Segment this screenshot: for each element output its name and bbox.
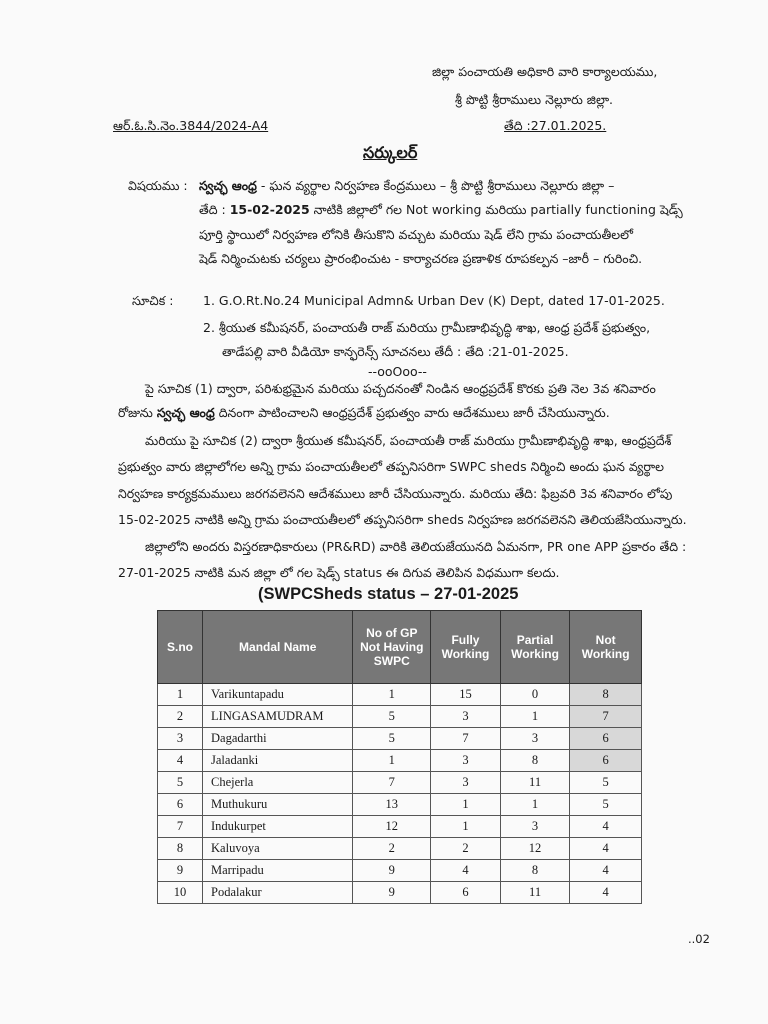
paragraph-2-line-1: మరియు పై సూచిక (2) ద్వారా శ్రీయుత కమీషనర్, పంచాయతీ రాజ్ మరియు గ్రామీణాభివృద్ధి శాఖ, ఆంధ్రప్రదేశ్ bbox=[145, 433, 672, 448]
header-not-working: Not Working bbox=[570, 611, 642, 684]
cell-fully-working: 15 bbox=[431, 684, 501, 706]
cell-partial-working: 11 bbox=[500, 772, 570, 794]
cell-not-working: 4 bbox=[570, 838, 642, 860]
cell-sno: 4 bbox=[158, 750, 203, 772]
cell-sno: 3 bbox=[158, 728, 203, 750]
cell-partial-working: 1 bbox=[500, 706, 570, 728]
cell-mandal-name: Podalakur bbox=[203, 882, 353, 904]
cell-not-working: 4 bbox=[570, 816, 642, 838]
cell-fully-working: 3 bbox=[431, 772, 501, 794]
table-row bbox=[158, 728, 642, 750]
cell-fully-working: 3 bbox=[431, 750, 501, 772]
cell-gp-not-having-swpc: 5 bbox=[353, 728, 431, 750]
table-row bbox=[158, 706, 642, 728]
cell-partial-working: 8 bbox=[500, 750, 570, 772]
cell-gp-not-having-swpc: 9 bbox=[353, 882, 431, 904]
cell-mandal-name: Jaladanki bbox=[203, 750, 353, 772]
header-partial-working: Partial Working bbox=[500, 611, 570, 684]
circular-date: తేది :27.01.2025. bbox=[504, 118, 607, 133]
subject-line-3: పూర్తి స్థాయిలో నిర్వహణ లోనికి తీసుకొని వచ్చుట మరియు షెడ్ లేని గ్రామ పంచాయతీలలో bbox=[199, 227, 633, 242]
cell-gp-not-having-swpc: 1 bbox=[353, 750, 431, 772]
cell-not-working: 4 bbox=[570, 860, 642, 882]
swachh-andhra-highlight: స్వచ్ఛ ఆంధ్ర bbox=[156, 405, 215, 420]
cell-fully-working: 4 bbox=[431, 860, 501, 882]
cell-mandal-name: Varikuntapadu bbox=[203, 684, 353, 706]
cell-gp-not-having-swpc: 1 bbox=[353, 684, 431, 706]
header-mandal-name: Mandal Name bbox=[203, 611, 353, 684]
table-caption: (SWPCSheds status – 27-01-2025 bbox=[258, 585, 519, 603]
cell-partial-working: 12 bbox=[500, 838, 570, 860]
deadline-date: 15-02-2025 bbox=[229, 202, 310, 217]
cell-mandal-name: Dagadarthi bbox=[203, 728, 353, 750]
cell-sno: 7 bbox=[158, 816, 203, 838]
cell-sno: 2 bbox=[158, 706, 203, 728]
paragraph-2-line-4: 15-02-2025 నాటికి అన్ని గ్రామ పంచాయతీలలో తప్పనిసరిగా sheds నిర్వహణ జరగవలెనని తెలియజేసియున్నారు. bbox=[118, 512, 687, 527]
cell-sno: 10 bbox=[158, 882, 203, 904]
table-row bbox=[158, 816, 642, 838]
cell-mandal-name: Muthukuru bbox=[203, 794, 353, 816]
reference-1: 1. G.O.Rt.No.24 Municipal Admn& Urban Dev (K) Dept, dated 17-01-2025. bbox=[203, 293, 665, 308]
table-row bbox=[158, 772, 642, 794]
office-address-line: జిల్లా పంచాయతి అధికారి వారి కార్యాలయము, bbox=[432, 64, 658, 79]
table-row bbox=[158, 684, 642, 706]
cell-mandal-name: LINGASAMUDRAM bbox=[203, 706, 353, 728]
cell-fully-working: 3 bbox=[431, 706, 501, 728]
cell-not-working: 8 bbox=[570, 684, 642, 706]
cell-gp-not-having-swpc: 7 bbox=[353, 772, 431, 794]
cell-fully-working: 7 bbox=[431, 728, 501, 750]
table-row bbox=[158, 882, 642, 904]
cell-sno: 6 bbox=[158, 794, 203, 816]
subject-line-1-text: - ఘన వ్యర్థాల నిర్వహణ కేంద్రములు – శ్రీ పొట్టి శ్రీరాములు నెల్లూరు జిల్లా – bbox=[256, 178, 615, 193]
cell-not-working: 5 bbox=[570, 772, 642, 794]
cell-not-working: 7 bbox=[570, 706, 642, 728]
subject-line-4: షెడ్ నిర్మించుటకు చర్యలు ప్రారంభించుట - కార్యాచరణ ప్రణాళిక రూపకల్పన –జారీ – గురించి. bbox=[199, 251, 643, 266]
circular-title: సర్కులర్ bbox=[363, 143, 418, 162]
cell-partial-working: 8 bbox=[500, 860, 570, 882]
reference-number: ఆర్.ఓ.సి.నెం.3844/2024-A4 bbox=[113, 118, 269, 133]
header-fully-working: Fully Working bbox=[431, 611, 501, 684]
reference-2-continued: తాడేపల్లి వారి వీడియో కాన్ఫరెన్స్ సూచనలు తేదీ : తేది :21-01-2025. bbox=[222, 344, 569, 359]
separator: --ooOoo-- bbox=[368, 364, 427, 379]
cell-mandal-name: Indukurpet bbox=[203, 816, 353, 838]
cell-not-working: 6 bbox=[570, 728, 642, 750]
cell-gp-not-having-swpc: 9 bbox=[353, 860, 431, 882]
subject-label: విషయము : bbox=[128, 178, 188, 193]
table-row bbox=[158, 838, 642, 860]
reference-2: 2. శ్రీయుత కమీషనర్, పంచాయతీ రాజ్ మరియు గ్రామీణాభివృద్ధి శాఖ, ఆంధ్ర ప్రదేశ్ ప్రభుత్వం, bbox=[203, 320, 651, 335]
table-header-row bbox=[158, 611, 642, 684]
subject-line-2-text: నాటికి జిల్లాలో గల Not working మరియు partially functioning షెడ్స్ bbox=[309, 202, 683, 217]
paragraph-1-text-b: దినంగా పాటించాలని ఆంధ్రప్రదేశ్ ప్రభుత్వం వారు ఆదేశములు జారీ చేసియున్నారు. bbox=[214, 405, 610, 420]
cell-fully-working: 1 bbox=[431, 794, 501, 816]
cell-mandal-name: Marripadu bbox=[203, 860, 353, 882]
table-row bbox=[158, 794, 642, 816]
paragraph-1-line-1: పై సూచిక (1) ద్వారా, పరిశుభ్రమైన మరియు పచ్చదనంతో నిండిన ఆంధ్రప్రదేశ్ కొరకు ప్రతి నెల 3వ శనివారం bbox=[145, 381, 656, 396]
cell-partial-working: 3 bbox=[500, 816, 570, 838]
cell-gp-not-having-swpc: 2 bbox=[353, 838, 431, 860]
page-number: ..02 bbox=[688, 932, 710, 946]
paragraph-3-line-1: జిల్లాలోని అందరు విస్తరణాధికారులు (PR&RD) వారికి తెలియజేయునది ఏమనగా, PR one APP ప్రకారం తేది : bbox=[145, 539, 687, 554]
subject-line-1 bbox=[199, 178, 614, 197]
paragraph-1-line-2 bbox=[118, 401, 610, 424]
subject-line-2 bbox=[199, 202, 683, 221]
references-label: సూచిక : bbox=[132, 293, 174, 308]
cell-partial-working: 11 bbox=[500, 882, 570, 904]
cell-not-working: 5 bbox=[570, 794, 642, 816]
cell-sno: 8 bbox=[158, 838, 203, 860]
subject-highlight: స్వచ్ఛ ఆంధ్ర bbox=[199, 178, 257, 193]
cell-not-working: 6 bbox=[570, 750, 642, 772]
cell-not-working: 4 bbox=[570, 882, 642, 904]
cell-gp-not-having-swpc: 5 bbox=[353, 706, 431, 728]
cell-sno: 1 bbox=[158, 684, 203, 706]
cell-gp-not-having-swpc: 13 bbox=[353, 794, 431, 816]
paragraph-2-line-3: నిర్వహణ కార్యక్రమములు జరగవలెనని ఆదేశములు జారీ చేసియున్నారు. మరియు తేది: ఫిబ్రవరి 3వ శనివారం లోపు bbox=[118, 486, 673, 501]
paragraph-2-line-2: ప్రభుత్వం వారు జిల్లాలోగల అన్ని గ్రామ పంచాయతీలలో తప్పనిసరిగా SWPC sheds నిర్మించి అందు ఘన వ్యర్థాల bbox=[118, 459, 664, 474]
cell-fully-working: 6 bbox=[431, 882, 501, 904]
cell-sno: 9 bbox=[158, 860, 203, 882]
cell-fully-working: 2 bbox=[431, 838, 501, 860]
header-sno: S.no bbox=[158, 611, 203, 684]
cell-sno: 5 bbox=[158, 772, 203, 794]
cell-partial-working: 3 bbox=[500, 728, 570, 750]
table-row bbox=[158, 860, 642, 882]
paragraph-3-line-2: 27-01-2025 నాటికి మన జిల్లా లో గల షెడ్స్ status ఈ దిగువ తెలిపిన విధముగా కలదు. bbox=[118, 565, 560, 580]
cell-mandal-name: Kaluvoya bbox=[203, 838, 353, 860]
cell-partial-working: 0 bbox=[500, 684, 570, 706]
swpc-sheds-status-table bbox=[157, 610, 642, 904]
subject-date-label: తేది : bbox=[199, 202, 230, 217]
cell-fully-working: 1 bbox=[431, 816, 501, 838]
table-row bbox=[158, 750, 642, 772]
cell-mandal-name: Chejerla bbox=[203, 772, 353, 794]
cell-partial-working: 1 bbox=[500, 794, 570, 816]
cell-gp-not-having-swpc: 12 bbox=[353, 816, 431, 838]
paragraph-1-text-a: రోజును bbox=[118, 405, 157, 420]
district-line: శ్రీ పొట్టి శ్రీరాములు నెల్లూరు జిల్లా. bbox=[455, 92, 614, 107]
header-gp-not-having-swpc: No of GP Not Having SWPC bbox=[353, 611, 431, 684]
